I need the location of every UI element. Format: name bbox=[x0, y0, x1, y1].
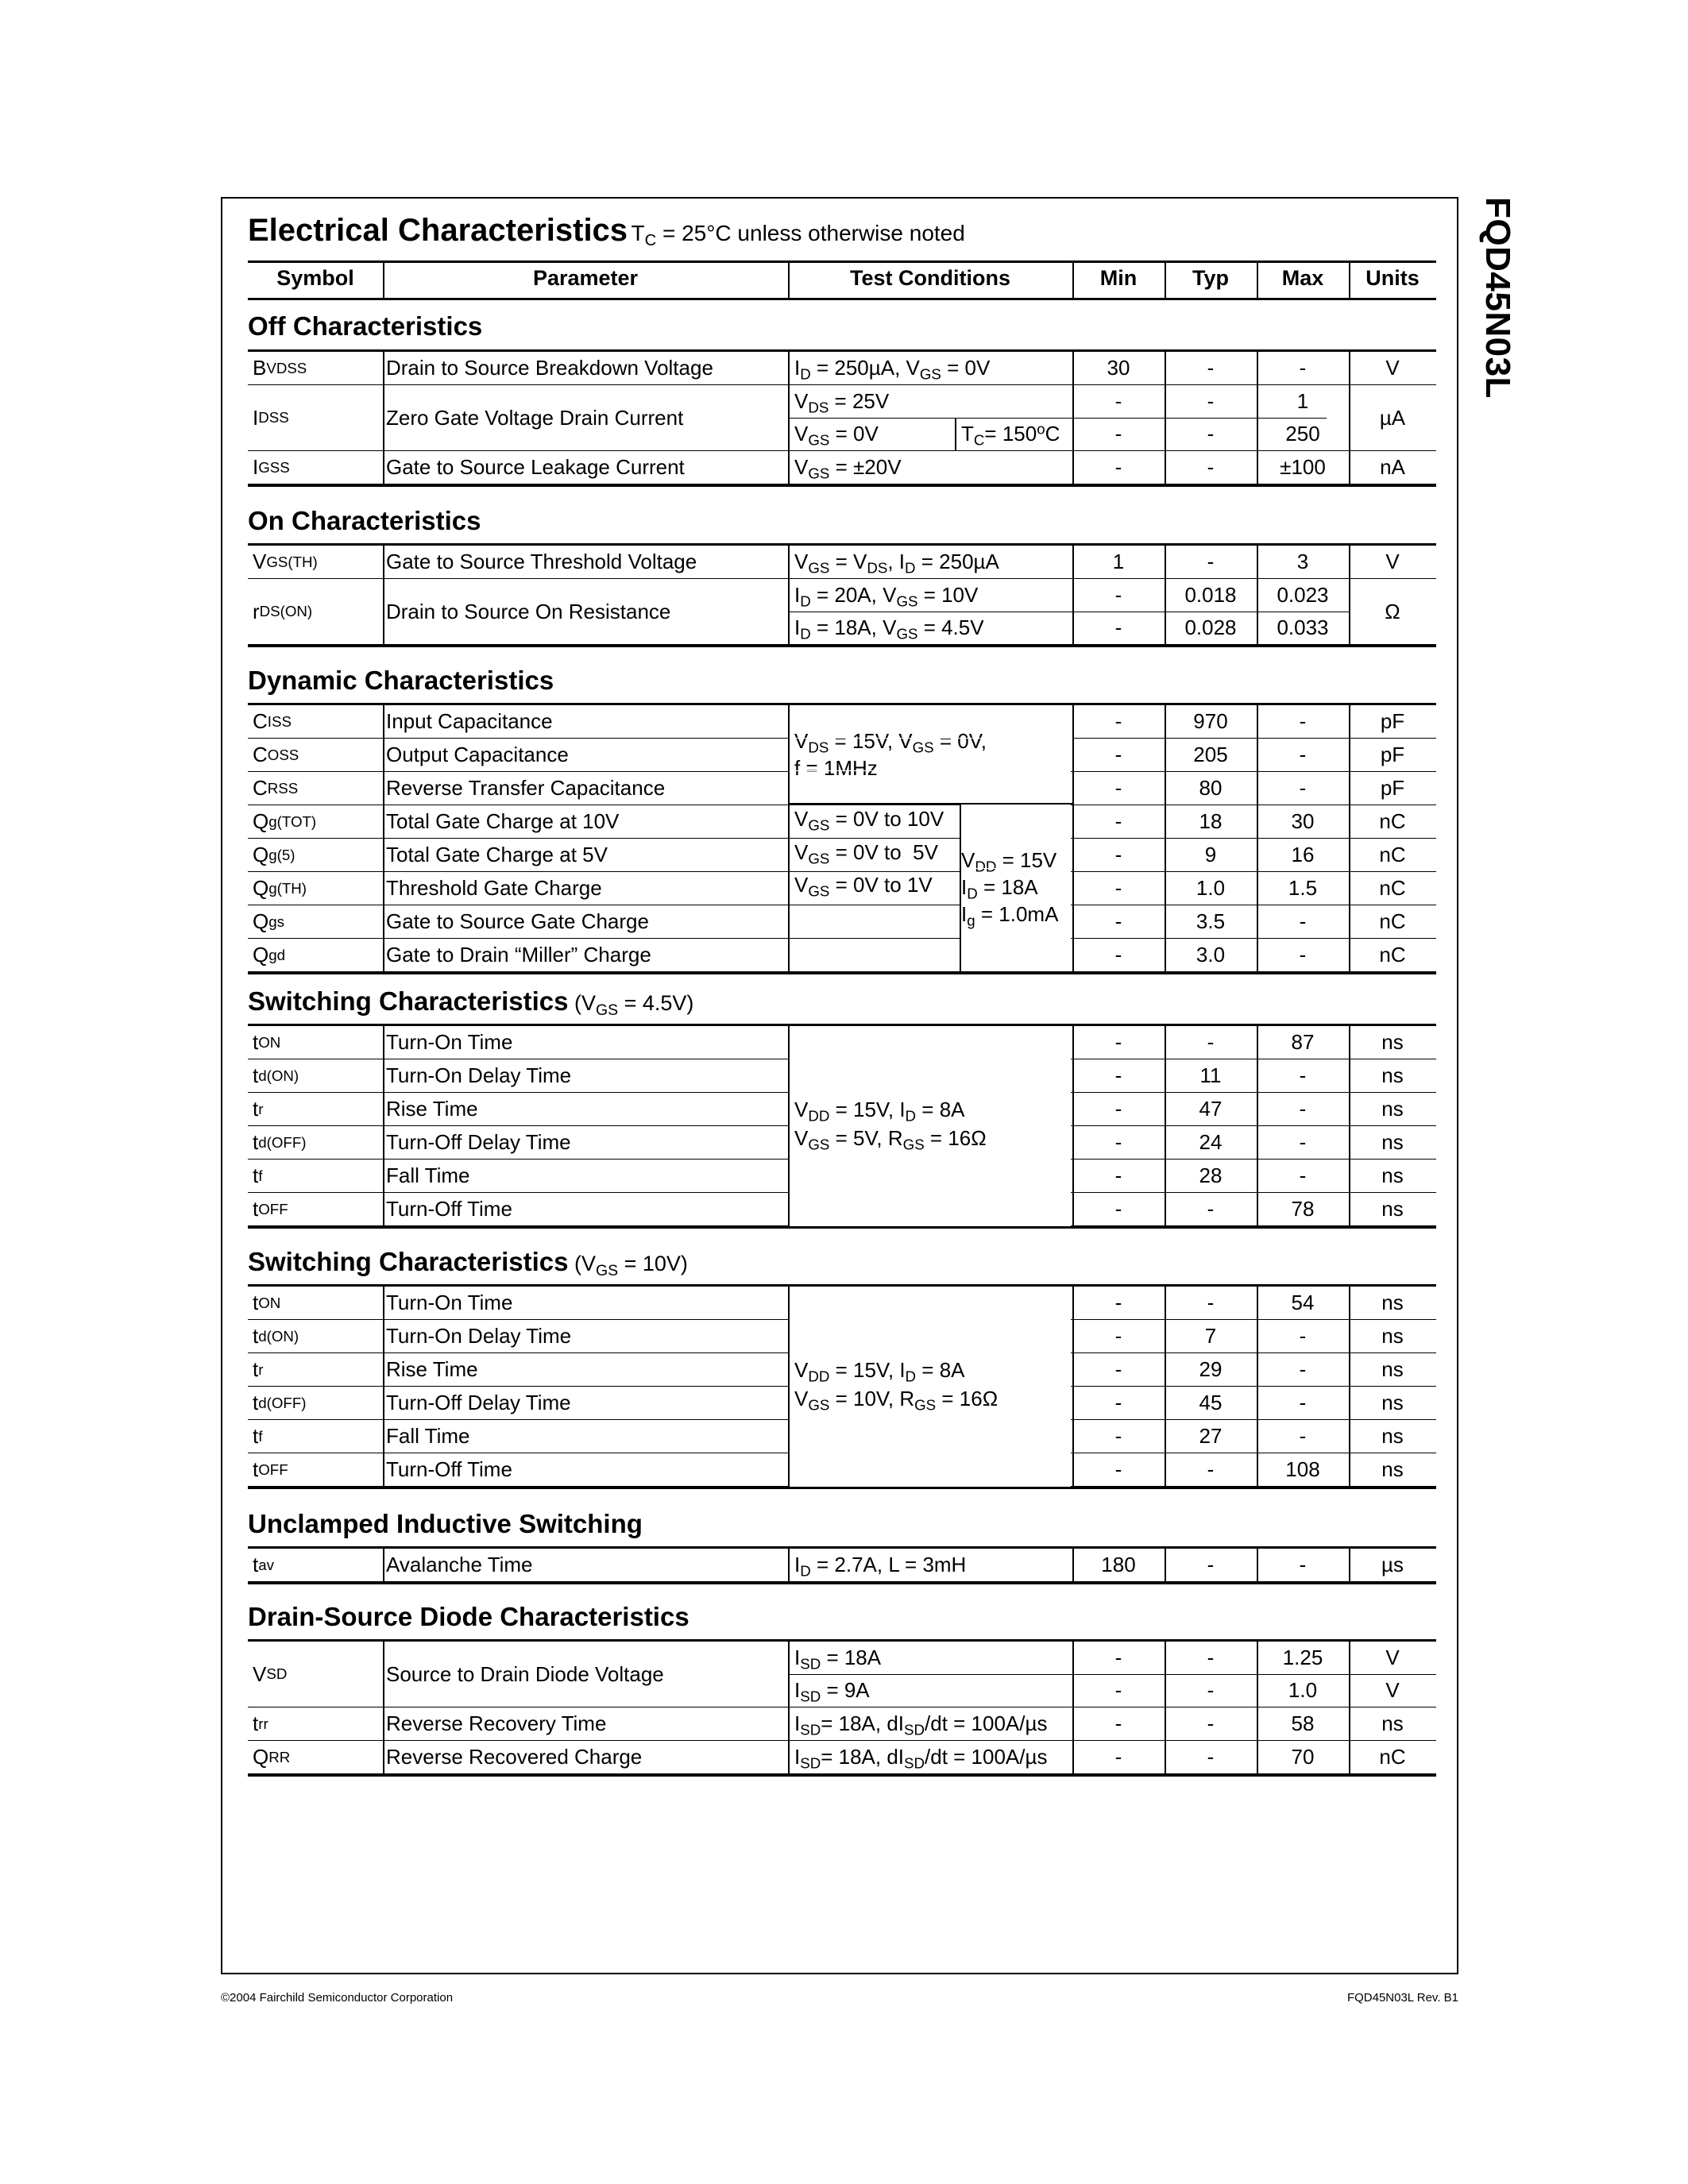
max: 70 bbox=[1291, 1745, 1315, 1769]
symbol: t OFF bbox=[253, 1457, 288, 1481]
unit: pF bbox=[1380, 709, 1405, 733]
condition: $T_C= 150^oC$ bbox=[961, 420, 1060, 449]
parameter: Rise Time bbox=[386, 1097, 478, 1121]
condition: $V_{DS} = 15V$, $V_{GS} = 0V$, bbox=[794, 729, 987, 756]
min: - bbox=[1114, 1063, 1122, 1087]
typ: - bbox=[1207, 389, 1215, 413]
unit: nC bbox=[1379, 909, 1406, 933]
symbol: V GS(TH) bbox=[253, 550, 318, 573]
condition: $V_{GS} = 0V$ to 1V bbox=[794, 873, 933, 900]
typ: 970 bbox=[1193, 709, 1228, 733]
typ: - bbox=[1207, 1745, 1215, 1769]
condition: $V_{GS} = 5V$, $R_{GS} = 16\Omega$ bbox=[794, 1126, 987, 1153]
typ: 7 bbox=[1204, 1324, 1217, 1348]
typ: - bbox=[1207, 1457, 1215, 1481]
unit: µs bbox=[1381, 1553, 1404, 1576]
parameter: Input Capacitance bbox=[386, 709, 553, 733]
max: 108 bbox=[1285, 1457, 1320, 1481]
min: - bbox=[1114, 1711, 1122, 1735]
symbol: Q g(5) bbox=[253, 843, 295, 866]
unit: pF bbox=[1380, 776, 1405, 800]
parameter: Turn-Off Delay Time bbox=[386, 1130, 571, 1154]
col-units: Units bbox=[1365, 266, 1420, 290]
symbol: t r bbox=[253, 1357, 264, 1381]
max: - bbox=[1299, 1391, 1307, 1414]
max: - bbox=[1299, 743, 1307, 766]
table-dynamic bbox=[248, 703, 1436, 974]
min: 30 bbox=[1107, 356, 1130, 380]
parameter: Drain to Source Breakdown Voltage bbox=[386, 356, 713, 380]
typ: 9 bbox=[1204, 843, 1217, 866]
col-parameter: Parameter bbox=[532, 266, 639, 290]
max: - bbox=[1299, 1324, 1307, 1348]
condition: $I_{SD}= 18A$, $dI_{SD}/dt = 100A/\mu s$ bbox=[794, 1711, 1048, 1738]
max: 54 bbox=[1291, 1291, 1315, 1314]
unit: ns bbox=[1381, 1097, 1404, 1121]
col-max: Max bbox=[1281, 266, 1324, 290]
symbol: C OSS bbox=[253, 743, 299, 766]
max: - bbox=[1299, 1130, 1307, 1154]
parameter: Turn-On Time bbox=[386, 1291, 513, 1314]
typ: 24 bbox=[1199, 1130, 1223, 1154]
parameter: Gate to Source Leakage Current bbox=[386, 455, 685, 479]
min: - bbox=[1114, 1646, 1122, 1669]
typ: - bbox=[1207, 1197, 1215, 1221]
typ: 27 bbox=[1199, 1424, 1223, 1448]
typ: 80 bbox=[1199, 776, 1223, 800]
min: - bbox=[1114, 583, 1122, 607]
parameter: Rise Time bbox=[386, 1357, 478, 1381]
unit: nC bbox=[1379, 943, 1406, 967]
min: - bbox=[1114, 1163, 1122, 1187]
min: - bbox=[1114, 943, 1122, 967]
min: - bbox=[1114, 1357, 1122, 1381]
symbol: t d(OFF) bbox=[253, 1391, 307, 1414]
min: - bbox=[1114, 1030, 1122, 1054]
footer-copyright: ©2004 Fairchild Semiconductor Corporation bbox=[221, 1991, 454, 2005]
parameter: Total Gate Charge at 10V bbox=[386, 809, 620, 833]
max: 1 bbox=[1296, 389, 1309, 413]
max: 1.25 bbox=[1282, 1646, 1323, 1669]
symbol: Q g(TOT) bbox=[253, 809, 317, 833]
max: ±100 bbox=[1280, 455, 1326, 479]
unit: µA bbox=[1379, 405, 1406, 430]
symbol: Q gd bbox=[253, 943, 286, 967]
max: 1.0 bbox=[1288, 1678, 1318, 1702]
section-uis: Unclamped Inductive Switching bbox=[248, 1509, 643, 1538]
typ: 1.0 bbox=[1196, 876, 1226, 900]
typ: 3.0 bbox=[1196, 943, 1226, 967]
typ: 11 bbox=[1199, 1063, 1222, 1087]
min: - bbox=[1114, 1130, 1122, 1154]
parameter: Reverse Recovery Time bbox=[386, 1711, 607, 1735]
unit: pF bbox=[1380, 743, 1405, 766]
symbol: I DSS bbox=[253, 405, 289, 430]
max: - bbox=[1299, 1063, 1307, 1087]
max: 0.033 bbox=[1277, 615, 1329, 639]
parameter: Avalanche Time bbox=[386, 1553, 533, 1576]
max: - bbox=[1299, 909, 1307, 933]
condition: $V_{GS} = \pm 20V$ bbox=[794, 455, 902, 482]
parameter: Turn-Off Time bbox=[386, 1197, 512, 1221]
condition: $V_{GS} = 0V$ to 10V bbox=[794, 807, 944, 834]
min: - bbox=[1114, 909, 1122, 933]
unit: V bbox=[1385, 1646, 1400, 1669]
parameter: Turn-On Delay Time bbox=[386, 1063, 572, 1087]
min: - bbox=[1114, 1457, 1122, 1481]
parameter: Turn-On Time bbox=[386, 1030, 513, 1054]
min: 1 bbox=[1112, 550, 1125, 573]
min: - bbox=[1114, 1197, 1122, 1221]
typ: 28 bbox=[1199, 1163, 1223, 1187]
min: - bbox=[1114, 776, 1122, 800]
parameter: Reverse Recovered Charge bbox=[386, 1745, 643, 1769]
parameter: Reverse Transfer Capacitance bbox=[386, 776, 666, 800]
typ: - bbox=[1207, 1291, 1215, 1314]
symbol: t av bbox=[253, 1553, 274, 1576]
parameter: Turn-Off Time bbox=[386, 1457, 512, 1481]
max: - bbox=[1299, 1424, 1307, 1448]
max: 78 bbox=[1291, 1197, 1315, 1221]
col-conditions: Test Conditions bbox=[850, 266, 1010, 290]
parameter: Zero Gate Voltage Drain Current bbox=[386, 405, 684, 430]
min: - bbox=[1114, 809, 1122, 833]
parameter: Turn-Off Delay Time bbox=[386, 1391, 571, 1414]
section-dynamic: Dynamic Characteristics bbox=[248, 666, 554, 695]
symbol: C ISS bbox=[253, 709, 292, 733]
unit: nC bbox=[1379, 1745, 1406, 1769]
parameter: Gate to Source Threshold Voltage bbox=[386, 550, 697, 573]
max: 58 bbox=[1291, 1711, 1315, 1735]
max: 1.5 bbox=[1288, 876, 1318, 900]
condition: $V_{GS} = 0V$ bbox=[794, 422, 879, 449]
condition: $V_{DS} = 25V$ bbox=[794, 389, 890, 416]
condition: $I_D = 2.7A$, L = 3mH bbox=[794, 1553, 967, 1580]
condition: $I_{SD}= 18A$, $dI_{SD}/dt = 100A/\mu s$ bbox=[794, 1745, 1048, 1772]
column-header bbox=[248, 260, 1436, 300]
max: 87 bbox=[1291, 1030, 1315, 1054]
symbol: t ON bbox=[253, 1291, 281, 1314]
typ: - bbox=[1207, 1030, 1215, 1054]
symbol: t ON bbox=[253, 1030, 281, 1054]
unit: ns bbox=[1381, 1357, 1404, 1381]
typ: - bbox=[1207, 1646, 1215, 1669]
symbol: Q RR bbox=[253, 1745, 291, 1769]
min: 180 bbox=[1101, 1553, 1136, 1576]
parameter: Source to Drain Diode Voltage bbox=[386, 1661, 664, 1686]
max: - bbox=[1299, 776, 1307, 800]
typ: 205 bbox=[1193, 743, 1228, 766]
condition: $I_{SD} = 9A$ bbox=[794, 1678, 870, 1705]
min: - bbox=[1114, 1324, 1122, 1348]
max: - bbox=[1299, 1097, 1307, 1121]
section-off: Off Characteristics bbox=[248, 311, 483, 341]
typ: - bbox=[1207, 356, 1215, 380]
footer-revision: FQD45N03L Rev. B1 bbox=[1346, 1991, 1458, 2005]
symbol: t f bbox=[253, 1163, 263, 1187]
typ: - bbox=[1207, 422, 1215, 446]
max: - bbox=[1299, 709, 1307, 733]
parameter: Drain to Source On Resistance bbox=[386, 599, 671, 623]
condition: $V_{DD} = 15V$, $I_D = 8A$ bbox=[794, 1358, 965, 1385]
symbol: t d(ON) bbox=[253, 1063, 299, 1087]
table-switching-45 bbox=[248, 1024, 1436, 1229]
parameter: Output Capacitance bbox=[386, 743, 569, 766]
table-on bbox=[248, 543, 1436, 647]
symbol: C RSS bbox=[253, 776, 299, 800]
unit: ns bbox=[1381, 1063, 1404, 1087]
min: - bbox=[1114, 615, 1122, 639]
min: - bbox=[1114, 1097, 1122, 1121]
typ: 45 bbox=[1199, 1391, 1223, 1414]
parameter: Threshold Gate Charge bbox=[386, 876, 602, 900]
condition: $I_D = 18A$ bbox=[961, 875, 1038, 902]
condition: $V_{DD} = 15V$, $I_D = 8A$ bbox=[794, 1098, 965, 1125]
condition: $V_{DD} = 15V$ bbox=[961, 848, 1057, 875]
condition: $V_{GS} = V_{DS}$, $I_D = 250\mu A$ bbox=[794, 550, 999, 577]
unit: nC bbox=[1379, 843, 1406, 866]
parameter: Fall Time bbox=[386, 1424, 470, 1448]
condition: $I_g = 1.0mA$ bbox=[961, 902, 1059, 929]
side-part-number: FQD45N03L bbox=[1478, 197, 1517, 399]
symbol: t OFF bbox=[253, 1197, 288, 1221]
col-typ: Typ bbox=[1192, 266, 1229, 290]
unit: nC bbox=[1379, 876, 1406, 900]
section-switching-45: Switching Characteristics $(V_{GS} = 4.5V)$ bbox=[248, 986, 694, 1019]
parameter: Gate to Source Gate Charge bbox=[386, 909, 649, 933]
max: - bbox=[1299, 943, 1307, 967]
table-off bbox=[248, 349, 1436, 487]
symbol: t d(ON) bbox=[253, 1324, 299, 1348]
section-switching-10: Switching Characteristics $(V_{GS} = 10V)$ bbox=[248, 1247, 688, 1279]
unit: V bbox=[1385, 356, 1400, 380]
max: - bbox=[1299, 356, 1307, 380]
max: 3 bbox=[1296, 550, 1309, 573]
condition: $I_D = 250\mu A$, $V_{GS} = 0V$ bbox=[794, 356, 991, 383]
parameter: Total Gate Charge at 5V bbox=[386, 843, 608, 866]
unit: ns bbox=[1381, 1711, 1404, 1735]
typ: 18 bbox=[1199, 809, 1223, 833]
parameter: Turn-On Delay Time bbox=[386, 1324, 572, 1348]
unit: nA bbox=[1380, 455, 1405, 479]
max: 0.023 bbox=[1277, 583, 1329, 607]
min: - bbox=[1114, 709, 1122, 733]
typ: - bbox=[1207, 1678, 1215, 1702]
unit: V bbox=[1385, 550, 1400, 573]
typ: 29 bbox=[1199, 1357, 1223, 1381]
symbol: B VDSS bbox=[253, 356, 307, 380]
unit: ns bbox=[1381, 1457, 1404, 1481]
max: 30 bbox=[1291, 809, 1315, 833]
min: - bbox=[1114, 876, 1122, 900]
symbol: t d(OFF) bbox=[253, 1130, 307, 1154]
min: - bbox=[1114, 389, 1122, 413]
symbol: t f bbox=[253, 1424, 263, 1448]
max: - bbox=[1299, 1553, 1307, 1576]
min: - bbox=[1114, 1291, 1122, 1314]
typ: 3.5 bbox=[1196, 909, 1226, 933]
typ: - bbox=[1207, 550, 1215, 573]
condition: $V_{GS} = 10V$, $R_{GS} = 16\Omega$ bbox=[794, 1387, 999, 1414]
typ: 47 bbox=[1199, 1097, 1223, 1121]
unit: ns bbox=[1381, 1030, 1404, 1054]
min: - bbox=[1114, 422, 1122, 446]
condition: f = 1MHz bbox=[794, 756, 878, 780]
condition: $I_D = 20A$, $V_{GS} = 10V$ bbox=[794, 583, 979, 610]
symbol: r DS(ON) bbox=[253, 599, 313, 623]
typ: - bbox=[1207, 1553, 1215, 1576]
min: - bbox=[1114, 1745, 1122, 1769]
typ: - bbox=[1207, 1711, 1215, 1735]
unit: ns bbox=[1381, 1163, 1404, 1187]
section-diode: Drain-Source Diode Characteristics bbox=[248, 1602, 689, 1631]
min: - bbox=[1114, 1678, 1122, 1702]
unit: ns bbox=[1381, 1424, 1404, 1448]
unit: V bbox=[1385, 1678, 1400, 1702]
symbol: t r bbox=[253, 1097, 264, 1121]
min: - bbox=[1114, 1391, 1122, 1414]
symbol: Q g(TH) bbox=[253, 876, 307, 900]
col-symbol: Symbol bbox=[276, 266, 354, 290]
parameter: Fall Time bbox=[386, 1163, 470, 1187]
col-min: Min bbox=[1099, 266, 1138, 290]
symbol: Q gs bbox=[253, 909, 284, 933]
condition: $I_{SD} = 18A$ bbox=[794, 1646, 882, 1673]
unit: ns bbox=[1381, 1291, 1404, 1314]
page-title: Electrical Characteristics $T_C = 25^\circ C$ unless otherwise noted bbox=[248, 213, 965, 250]
symbol: I GSS bbox=[253, 455, 290, 479]
unit: nC bbox=[1379, 809, 1406, 833]
min: - bbox=[1114, 743, 1122, 766]
typ: 0.028 bbox=[1184, 615, 1237, 639]
parameter: Gate to Drain “Miller” Charge bbox=[386, 943, 651, 967]
condition: $V_{GS} = 0V$ to 5V bbox=[794, 840, 938, 867]
table-uis bbox=[248, 1546, 1436, 1584]
symbol: V SD bbox=[253, 1661, 288, 1686]
max: - bbox=[1299, 1163, 1307, 1187]
max: - bbox=[1299, 1357, 1307, 1381]
condition: $I_D = 18A$, $V_{GS} = 4.5V$ bbox=[794, 615, 984, 642]
table-diode bbox=[248, 1639, 1436, 1777]
typ: - bbox=[1207, 455, 1215, 479]
unit: ns bbox=[1381, 1391, 1404, 1414]
section-on: On Characteristics bbox=[248, 506, 481, 535]
unit: Ω bbox=[1385, 599, 1400, 623]
unit: ns bbox=[1381, 1324, 1404, 1348]
max: 16 bbox=[1291, 843, 1315, 866]
typ: 0.018 bbox=[1184, 583, 1237, 607]
unit: ns bbox=[1381, 1197, 1404, 1221]
min: - bbox=[1114, 455, 1122, 479]
min: - bbox=[1114, 843, 1122, 866]
title-condition: $T_C = 25^\circ C$ unless otherwise noted bbox=[631, 221, 965, 250]
symbol: t rr bbox=[253, 1711, 268, 1735]
unit: ns bbox=[1381, 1130, 1404, 1154]
min: - bbox=[1114, 1424, 1122, 1448]
table-switching-10 bbox=[248, 1284, 1436, 1489]
max: 250 bbox=[1285, 422, 1320, 446]
